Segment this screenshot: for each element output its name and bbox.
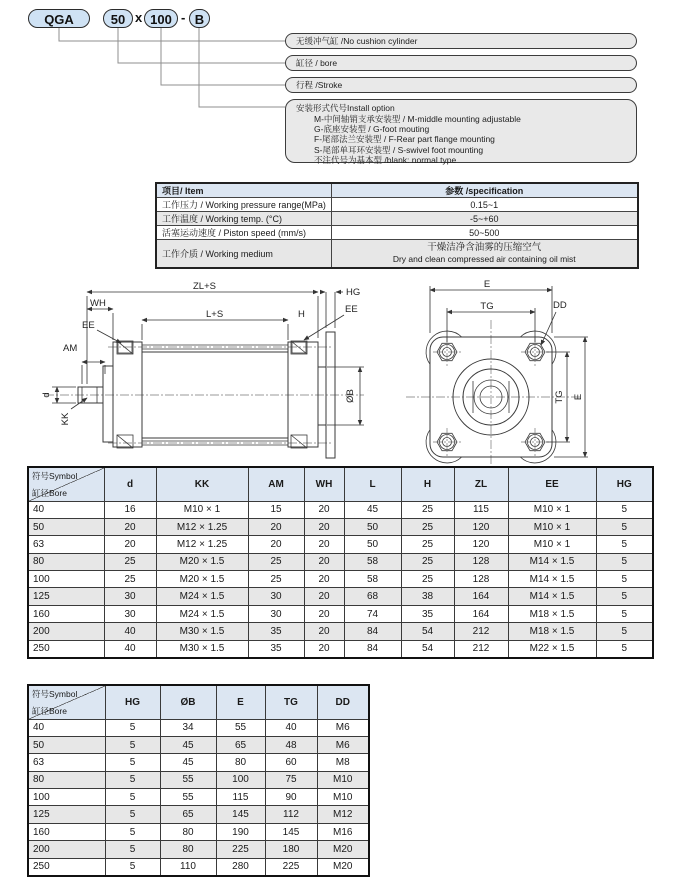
cell: 5 <box>596 623 653 640</box>
cell: M24 × 1.5 <box>156 605 248 622</box>
cell: 250 <box>28 640 104 657</box>
side-view-drawing <box>30 278 380 466</box>
cell: M12 × 1.25 <box>156 536 248 553</box>
table-row <box>28 754 369 771</box>
cell: M12 × 1.25 <box>156 518 248 535</box>
dim-label-l-s: L+S <box>206 309 224 320</box>
dimension-table-2 <box>27 684 370 877</box>
install-option-title: 安装形式代号Install option <box>296 103 395 113</box>
table-row <box>28 858 369 875</box>
cell: 45 <box>160 736 216 753</box>
table-row <box>156 226 638 240</box>
cell <box>331 240 638 268</box>
dim-label-tg-right: TG <box>554 390 565 404</box>
cell: 80 <box>160 823 216 840</box>
cell: 20 <box>304 553 344 570</box>
cell: 35 <box>248 623 304 640</box>
cell: 160 <box>28 823 105 840</box>
cell: 120 <box>454 518 508 535</box>
cell: 30 <box>248 588 304 605</box>
medium-cn: 干燥洁净含油雾的压缩空气 <box>427 241 542 253</box>
cell: 20 <box>248 536 304 553</box>
cell: 212 <box>454 623 508 640</box>
cell: 5 <box>105 736 160 753</box>
cell: 250 <box>28 858 105 875</box>
cell: 34 <box>160 719 216 736</box>
cell: 63 <box>28 536 104 553</box>
install-option-line: M-中间轴销支承安装型 / M-middle mounting adjustable <box>314 114 521 124</box>
cell: 110 <box>160 858 216 875</box>
table-row <box>156 212 638 226</box>
callout-install-options <box>285 99 637 163</box>
cell: 125 <box>28 806 105 823</box>
cell: M20 × 1.5 <box>156 571 248 588</box>
table-row <box>28 771 369 788</box>
cell: 84 <box>344 640 401 657</box>
cell: 25 <box>248 571 304 588</box>
model-series-pill: QGA <box>28 9 90 28</box>
cell: M16 <box>317 823 369 840</box>
install-option-line: F-尾部法兰安装型 / F-Rear part flange mounting <box>314 134 495 145</box>
dim-label-zl-s: ZL+S <box>193 281 216 292</box>
cell: 280 <box>216 858 265 875</box>
cell: 190 <box>216 823 265 840</box>
dim-label-ob: ØB <box>345 389 356 403</box>
cell: 50 <box>344 518 401 535</box>
column-header: WH <box>304 467 344 501</box>
cell: 55 <box>160 771 216 788</box>
callout-no-cushion: 无缓冲气缸 /No cushion cylinder <box>285 33 637 49</box>
cell: 74 <box>344 605 401 622</box>
model-separator-dash: - <box>181 10 186 25</box>
cell: 45 <box>344 501 401 518</box>
cell: 5 <box>105 858 160 875</box>
column-header: DD <box>317 685 369 719</box>
cell: 20 <box>248 518 304 535</box>
table-row <box>156 240 638 268</box>
cell: 5 <box>596 536 653 553</box>
table-row <box>28 806 369 823</box>
cell: 活塞运动速度 / Piston speed (mm/s) <box>156 226 331 240</box>
cell: -5~+60 <box>331 212 638 226</box>
column-header: HG <box>105 685 160 719</box>
cell: 48 <box>265 736 317 753</box>
cell: 200 <box>28 623 104 640</box>
callout-bore: 缸径 / bore <box>285 55 637 71</box>
cell: 25 <box>401 571 454 588</box>
cell: 5 <box>596 553 653 570</box>
table-row <box>28 736 369 753</box>
cell: M10 × 1 <box>508 518 596 535</box>
cell: 5 <box>105 789 160 806</box>
cell: 54 <box>401 623 454 640</box>
cell: 128 <box>454 553 508 570</box>
cell: 25 <box>401 501 454 518</box>
cell: M10 <box>317 771 369 788</box>
cell: M8 <box>317 754 369 771</box>
cell: M12 <box>317 806 369 823</box>
model-separator-x: x <box>135 10 143 25</box>
cell: 90 <box>265 789 317 806</box>
cell: 225 <box>216 841 265 858</box>
cell: 112 <box>265 806 317 823</box>
column-header: E <box>216 685 265 719</box>
cell: 工作介质 / Working medium <box>156 240 331 268</box>
column-header: L <box>344 467 401 501</box>
cell: 0.15~1 <box>331 198 638 212</box>
cell: M20 × 1.5 <box>156 553 248 570</box>
column-header: TG <box>265 685 317 719</box>
cell: M10 <box>317 789 369 806</box>
cell: 50 <box>28 736 105 753</box>
column-header: ZL <box>454 467 508 501</box>
dim-label-tg-top: TG <box>480 301 494 312</box>
cell: 128 <box>454 571 508 588</box>
cell: 65 <box>160 806 216 823</box>
cell: 55 <box>216 719 265 736</box>
cell: M18 × 1.5 <box>508 623 596 640</box>
cell: 16 <box>104 501 156 518</box>
cell: 60 <box>265 754 317 771</box>
table-row <box>156 198 638 212</box>
cell: 145 <box>265 823 317 840</box>
dim-label-e-right: E <box>573 393 584 401</box>
dimension-table-1 <box>27 466 654 659</box>
cell: 58 <box>344 553 401 570</box>
cell: 5 <box>596 571 653 588</box>
cell: 40 <box>28 501 104 518</box>
cell: 84 <box>344 623 401 640</box>
cell: 225 <box>265 858 317 875</box>
cell: 100 <box>28 571 104 588</box>
corner-symbol-label: 符号Symbol <box>32 689 78 699</box>
cell: 65 <box>216 736 265 753</box>
model-bore-pill: 50 <box>103 9 133 28</box>
cell: 40 <box>265 719 317 736</box>
cell: 38 <box>401 588 454 605</box>
cell: 180 <box>265 841 317 858</box>
cell: 25 <box>104 553 156 570</box>
end-view-drawing <box>400 270 679 470</box>
cell: 5 <box>105 806 160 823</box>
table-row <box>28 553 653 570</box>
cell: 35 <box>248 640 304 657</box>
column-header: HG <box>596 467 653 501</box>
table-row <box>28 571 653 588</box>
cell: 20 <box>304 518 344 535</box>
dim-label-ee-right: EE <box>345 304 358 315</box>
cell: 68 <box>344 588 401 605</box>
cell: M6 <box>317 719 369 736</box>
cell: 25 <box>248 553 304 570</box>
callout-stroke: 行程 /Stroke <box>285 77 637 93</box>
cell: 164 <box>454 588 508 605</box>
table-row <box>28 536 653 553</box>
table-row <box>28 685 369 719</box>
cell: 80 <box>160 841 216 858</box>
cell: 40 <box>104 640 156 657</box>
table-row <box>28 605 653 622</box>
t2-corner-cell <box>28 685 105 719</box>
cell: M22 × 1.5 <box>508 640 596 657</box>
cell: M14 × 1.5 <box>508 571 596 588</box>
table-row <box>28 588 653 605</box>
cell: 25 <box>401 553 454 570</box>
dim-label-dd: DD <box>553 300 567 311</box>
cell: 50 <box>344 536 401 553</box>
table-row <box>28 823 369 840</box>
column-header: KK <box>156 467 248 501</box>
cell: M14 × 1.5 <box>508 588 596 605</box>
install-option-line: G-底座安装型 / G-foot mouting <box>314 124 430 135</box>
cell: M10 × 1 <box>508 501 596 518</box>
spec-col-value: 参数 /specification <box>331 183 638 198</box>
cell: 5 <box>596 605 653 622</box>
table-row <box>28 789 369 806</box>
corner-symbol-label: 符号Symbol <box>32 471 78 481</box>
cell: 5 <box>105 823 160 840</box>
table-row <box>28 719 369 736</box>
cell: 80 <box>28 771 105 788</box>
cell: M10 × 1 <box>508 536 596 553</box>
cell: 20 <box>304 536 344 553</box>
cell: M30 × 1.5 <box>156 640 248 657</box>
cell: 30 <box>104 588 156 605</box>
cell: 20 <box>304 605 344 622</box>
column-header: H <box>401 467 454 501</box>
table-row <box>28 467 653 501</box>
cell: 115 <box>216 789 265 806</box>
cell: M14 × 1.5 <box>508 553 596 570</box>
install-option-line: S-尾部单耳环安装型 / S-swivel foot mounting <box>314 144 484 155</box>
dim-label-d: d <box>41 392 52 398</box>
cell: 200 <box>28 841 105 858</box>
dim-label-hg: HG <box>346 287 361 298</box>
cell: 25 <box>401 536 454 553</box>
cell: 40 <box>28 719 105 736</box>
cell: 25 <box>401 518 454 535</box>
cell: 58 <box>344 571 401 588</box>
cell: M24 × 1.5 <box>156 588 248 605</box>
cell: 工作压力 / Working pressure range(MPa) <box>156 198 331 212</box>
cell: 20 <box>104 536 156 553</box>
cell: M30 × 1.5 <box>156 623 248 640</box>
cell: M10 × 1 <box>156 501 248 518</box>
cell: 15 <box>248 501 304 518</box>
table-row <box>156 183 638 198</box>
table-row <box>28 841 369 858</box>
cell: 5 <box>596 501 653 518</box>
cell: 25 <box>104 571 156 588</box>
t1-corner-cell <box>28 467 104 501</box>
cell: 工作温度 / Working temp. (°C) <box>156 212 331 226</box>
cell: 30 <box>248 605 304 622</box>
dim-label-h: H <box>298 309 305 320</box>
cell: 164 <box>454 605 508 622</box>
dim-label-wh: WH <box>90 298 106 309</box>
cell: 75 <box>265 771 317 788</box>
cell: 212 <box>454 640 508 657</box>
install-option-line: 不注代号为基本型 /blank: normal type <box>314 154 457 165</box>
cell: 20 <box>304 640 344 657</box>
cell: 45 <box>160 754 216 771</box>
cell: 54 <box>401 640 454 657</box>
cell: 40 <box>104 623 156 640</box>
cell: 50 <box>28 518 104 535</box>
cell: 20 <box>304 623 344 640</box>
spec-col-item: 项目/ Item <box>156 183 331 198</box>
cell: M20 <box>317 858 369 875</box>
cell: 20 <box>304 588 344 605</box>
cell: 125 <box>28 588 104 605</box>
dim-label-kk: KK <box>60 412 71 426</box>
cell: 5 <box>105 841 160 858</box>
dim-label-ee-left: EE <box>82 320 95 331</box>
cell: 20 <box>104 518 156 535</box>
cell: 80 <box>216 754 265 771</box>
dim-label-am: AM <box>63 343 78 354</box>
table-row <box>28 518 653 535</box>
cell: 100 <box>216 771 265 788</box>
cell: M6 <box>317 736 369 753</box>
cell: 5 <box>596 518 653 535</box>
table-row <box>28 623 653 640</box>
dim-label-e-top: E <box>483 279 491 290</box>
cell: 20 <box>304 501 344 518</box>
table-row <box>28 640 653 657</box>
medium-en: Dry and clean compressed air containing oil mist <box>392 253 576 264</box>
column-header: ØB <box>160 685 216 719</box>
cell: 115 <box>454 501 508 518</box>
model-option-pill: B <box>189 9 210 28</box>
table-row <box>28 501 653 518</box>
spec-table <box>155 182 639 269</box>
cell: M20 <box>317 841 369 858</box>
corner-bore-label: 缸径Bore <box>32 487 67 498</box>
cell: 5 <box>596 588 653 605</box>
cell: 30 <box>104 605 156 622</box>
column-header: AM <box>248 467 304 501</box>
cell: 5 <box>105 771 160 788</box>
cell: M18 × 1.5 <box>508 605 596 622</box>
cell: 5 <box>596 640 653 657</box>
cell: 35 <box>401 605 454 622</box>
cell: 50~500 <box>331 226 638 240</box>
cell: 55 <box>160 789 216 806</box>
cell: 100 <box>28 789 105 806</box>
cell: 20 <box>304 571 344 588</box>
cell: 5 <box>105 719 160 736</box>
corner-bore-label: 缸径Bore <box>32 705 67 716</box>
cell: 80 <box>28 553 104 570</box>
cell: 63 <box>28 754 105 771</box>
cell: 145 <box>216 806 265 823</box>
column-header: d <box>104 467 156 501</box>
cell: 160 <box>28 605 104 622</box>
cell: 120 <box>454 536 508 553</box>
column-header: EE <box>508 467 596 501</box>
cell: 5 <box>105 754 160 771</box>
model-stroke-pill: 100 <box>144 9 178 28</box>
